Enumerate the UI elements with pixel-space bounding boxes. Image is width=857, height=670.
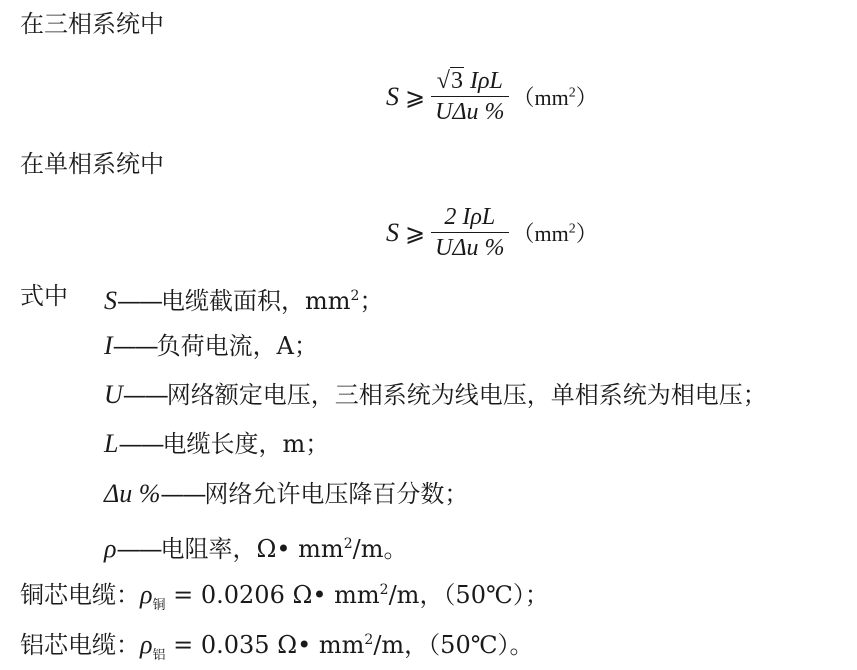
def-rho: ρ——电阻率，Ω• $mm^2/m$。 [104, 534, 408, 563]
formula-lhs: S [386, 81, 399, 111]
def-l: L——电缆长度，m； [104, 429, 330, 458]
def-delta-u: Δu %——网络允许电压降百分数； [104, 479, 469, 508]
formula-unit: $(mm^2)$ [512, 85, 598, 110]
formula-fraction [431, 204, 508, 261]
formula-unit: $(mm^2)$ [512, 221, 598, 246]
three-phase-label: 在三相系统中 [20, 10, 164, 38]
where-label: 式中 [20, 282, 68, 310]
formula-lhs: S [386, 217, 399, 247]
formula-geq: ⩾ [405, 82, 426, 111]
formula-denominator: UΔu % [431, 96, 508, 125]
formula-numerator [433, 68, 507, 96]
single-phase-label: 在单相系统中 [20, 150, 164, 178]
copper-cable-line: 铜芯电缆：$\rho_铜 = 0.0206$ Ω• $mm^2/m$，（50℃）； [20, 580, 549, 613]
formula-denominator: UΔu % [431, 232, 508, 261]
def-u: U——网络额定电压，三相系统为线电压，单相系统为相电压； [104, 380, 767, 409]
aluminum-cable-line: 铝芯电缆：$\rho_铝 = 0.035$ Ω• $mm^2/m$，（50℃）。 [20, 630, 534, 663]
three-phase-formula [386, 68, 598, 125]
def-i: I——负荷电流，A； [104, 331, 319, 360]
numerator-rest: IρL [469, 68, 503, 94]
def-s: S——电缆截面积，$mm^2$； [104, 286, 384, 315]
sqrt-radicand: 3 [450, 68, 463, 94]
sqrt-sign: √3 [436, 68, 463, 94]
formula-geq: ⩾ [405, 218, 426, 247]
formula-fraction [431, 68, 508, 125]
single-phase-formula [386, 204, 598, 261]
formula-numerator: 2 IρL [444, 204, 496, 230]
